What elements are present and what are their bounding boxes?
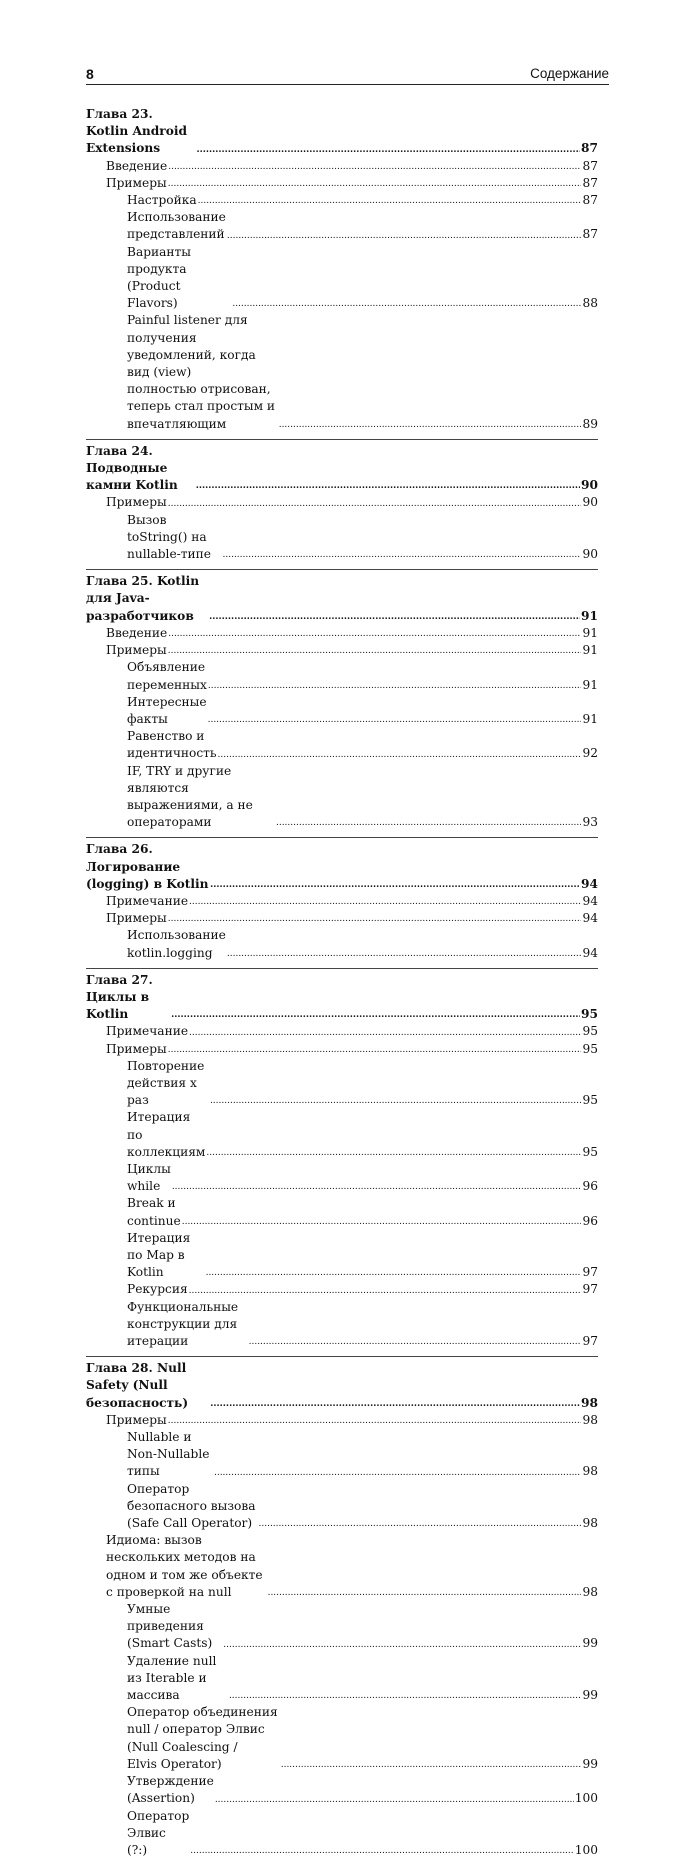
entry-page-number: 87 xyxy=(582,175,598,192)
entry-page-number: 97 xyxy=(582,1281,598,1298)
chapter-heading[interactable] xyxy=(86,841,598,893)
dot-leader xyxy=(198,196,582,206)
chapter-heading[interactable] xyxy=(86,106,598,158)
entry-page-number: 88 xyxy=(582,295,598,312)
entry-page-number: 98 xyxy=(582,1412,598,1429)
entry-title: Функциональные конструкции для итерации xyxy=(127,1299,248,1351)
entry-title: Удаление null из Iterable и массива xyxy=(127,1653,228,1705)
dot-leader xyxy=(259,1519,582,1529)
dot-leader xyxy=(206,1148,581,1158)
dot-leader xyxy=(190,1846,573,1856)
section-entry[interactable] xyxy=(86,494,598,511)
entry-title: Равенство и идентичность xyxy=(127,728,217,762)
chapter-heading[interactable] xyxy=(86,1360,598,1412)
subsection-entry[interactable] xyxy=(86,1161,598,1195)
entry-title: Глава 26. Логирование (logging) в Kotlin xyxy=(86,841,209,893)
entry-title: Циклы while xyxy=(127,1161,171,1195)
subsection-entry[interactable] xyxy=(86,694,598,728)
section-entry[interactable] xyxy=(86,893,598,910)
dot-leader xyxy=(172,1182,582,1192)
dot-leader xyxy=(232,299,581,309)
page-header xyxy=(86,64,609,84)
subsection-entry[interactable] xyxy=(86,1109,598,1161)
chapter-heading[interactable] xyxy=(86,443,598,495)
entry-title: Вызов toString() на nullable-типе xyxy=(127,512,222,564)
section-entry[interactable] xyxy=(86,910,598,927)
dot-leader xyxy=(214,1468,582,1478)
table-of-contents xyxy=(86,106,598,1859)
entry-page-number: 99 xyxy=(582,1635,598,1652)
section-title: Содержание xyxy=(530,66,609,81)
entry-page-number: 95 xyxy=(582,1144,598,1161)
entry-title: Глава 25. Kotlin для Java-разработчиков xyxy=(86,573,208,625)
entry-title: Утверждение (Assertion) xyxy=(127,1773,214,1807)
entry-page-number: 91 xyxy=(582,677,598,694)
entry-page-number: 91 xyxy=(582,625,598,642)
entry-page-number: 95 xyxy=(582,1092,598,1109)
chapter-block xyxy=(86,569,598,831)
entry-title: Рекурсия xyxy=(127,1281,188,1298)
entry-title: Итерация по коллекциям xyxy=(127,1109,205,1161)
section-entry[interactable] xyxy=(86,1532,598,1601)
entry-title: Примеры xyxy=(106,642,167,659)
entry-page-number: 95 xyxy=(582,1023,598,1040)
dot-leader xyxy=(210,1399,580,1409)
subsection-entry[interactable] xyxy=(86,927,598,961)
dot-leader xyxy=(210,880,580,890)
dot-leader xyxy=(168,914,582,924)
chapter-block xyxy=(86,837,598,961)
dot-leader xyxy=(189,1286,582,1296)
entry-title: Итерация по Map в Kotlin xyxy=(127,1230,205,1282)
entry-page-number: 98 xyxy=(582,1584,598,1601)
subsection-entry[interactable] xyxy=(86,1808,598,1859)
dot-leader xyxy=(168,646,582,656)
subsection-entry[interactable] xyxy=(86,1281,598,1298)
dot-leader xyxy=(210,1096,582,1106)
entry-title: Глава 23. Kotlin Android Extensions xyxy=(86,106,195,158)
section-entry[interactable] xyxy=(86,1041,598,1058)
subsection-entry[interactable] xyxy=(86,728,598,762)
chapter-block xyxy=(86,106,598,433)
entry-page-number: 99 xyxy=(582,1756,598,1773)
dot-leader xyxy=(171,1010,580,1020)
section-entry[interactable] xyxy=(86,642,598,659)
entry-title: Использование kotlin.logging xyxy=(127,927,226,961)
page-number: 8 xyxy=(86,66,94,82)
entry-title: Введение xyxy=(106,158,167,175)
dot-leader xyxy=(279,420,582,430)
subsection-entry[interactable] xyxy=(86,1299,598,1351)
entry-title: Примеры xyxy=(106,1041,167,1058)
entry-title: Интересные факты xyxy=(127,694,207,728)
dot-leader xyxy=(223,550,582,560)
dot-leader xyxy=(206,1268,582,1278)
section-entry[interactable] xyxy=(86,1412,598,1429)
subsection-entry[interactable] xyxy=(86,1773,598,1807)
entry-page-number: 97 xyxy=(582,1333,598,1350)
subsection-entry[interactable] xyxy=(86,1481,598,1533)
dot-leader xyxy=(168,1045,582,1055)
section-entry[interactable] xyxy=(86,158,598,175)
dot-leader xyxy=(168,1416,582,1426)
subsection-entry[interactable] xyxy=(86,512,598,564)
chapter-block xyxy=(86,439,598,563)
dot-leader xyxy=(215,1795,574,1805)
dot-leader xyxy=(268,1588,582,1598)
entry-title: Примеры xyxy=(106,494,167,511)
entry-title: Оператор Элвис (?:) xyxy=(127,1808,189,1859)
entry-page-number: 91 xyxy=(582,642,598,659)
entry-title: Глава 28. Null Safety (Null безопасность) xyxy=(86,1360,209,1412)
dot-leader xyxy=(189,897,581,907)
dot-leader xyxy=(168,499,582,509)
entry-title: Настройка xyxy=(127,192,197,209)
entry-title: Оператор безопасного вызова (Safe Call Operator) xyxy=(127,1481,258,1533)
subsection-entry[interactable] xyxy=(86,659,598,693)
dot-leader xyxy=(208,715,582,725)
subsection-entry[interactable] xyxy=(86,763,598,832)
dot-leader xyxy=(209,612,580,622)
chapter-heading[interactable] xyxy=(86,573,598,625)
entry-title: Использование представлений xyxy=(127,209,226,243)
entry-page-number: 94 xyxy=(582,910,598,927)
entry-page-number: 100 xyxy=(575,1790,598,1807)
section-entry[interactable] xyxy=(86,625,598,642)
entry-title: Примечание xyxy=(106,893,188,910)
entry-title: Повторение действия x раз xyxy=(127,1058,209,1110)
subsection-entry[interactable] xyxy=(86,1195,598,1229)
entry-page-number: 96 xyxy=(582,1213,598,1230)
entry-page-number: 98 xyxy=(581,1395,598,1412)
entry-page-number: 93 xyxy=(582,814,598,831)
chapter-heading[interactable] xyxy=(86,972,598,1024)
entry-page-number: 94 xyxy=(582,945,598,962)
entry-page-number: 94 xyxy=(582,893,598,910)
entry-page-number: 94 xyxy=(581,876,598,893)
dot-leader xyxy=(189,1028,581,1038)
entry-page-number: 98 xyxy=(582,1463,598,1480)
dot-leader xyxy=(249,1337,582,1347)
entry-title: Оператор объединения null / оператор Элвис (Null Coalescing / Elvis Operator) xyxy=(127,1704,280,1773)
entry-title: Painful listener для получения уведомлений, когда вид (view) полностью отрисован, теперь стал простым и впечатляющим xyxy=(127,312,278,432)
subsection-entry[interactable] xyxy=(86,1058,598,1110)
entry-page-number: 100 xyxy=(575,1842,598,1859)
dot-leader xyxy=(218,750,582,760)
entry-page-number: 98 xyxy=(582,1515,598,1532)
entry-page-number: 97 xyxy=(582,1264,598,1281)
subsection-entry[interactable] xyxy=(86,209,598,243)
entry-title: Введение xyxy=(106,625,167,642)
entry-title: Примеры xyxy=(106,910,167,927)
chapter-block xyxy=(86,968,598,1350)
section-entry[interactable] xyxy=(86,175,598,192)
entry-page-number: 95 xyxy=(582,1041,598,1058)
entry-title: Глава 27. Циклы в Kotlin xyxy=(86,972,170,1024)
dot-leader xyxy=(227,949,582,959)
entry-title: IF, TRY и другие являются выражениями, а не операторами xyxy=(127,763,275,832)
entry-page-number: 89 xyxy=(582,416,598,433)
dot-leader xyxy=(223,1640,581,1650)
dot-leader xyxy=(229,1691,582,1701)
entry-page-number: 96 xyxy=(582,1178,598,1195)
subsection-entry[interactable] xyxy=(86,1653,598,1705)
entry-page-number: 87 xyxy=(582,158,598,175)
entry-title: Идиома: вызов нескольких методов на одном и том же объекте с проверкой на null xyxy=(106,1532,267,1601)
entry-title: Break и continue xyxy=(127,1195,181,1229)
entry-title: Объявление переменных xyxy=(127,659,207,693)
subsection-entry[interactable] xyxy=(86,192,598,209)
dot-leader xyxy=(276,818,582,828)
entry-page-number: 87 xyxy=(582,192,598,209)
dot-leader xyxy=(168,179,582,189)
dot-leader xyxy=(196,481,580,491)
entry-page-number: 87 xyxy=(581,140,598,157)
subsection-entry[interactable] xyxy=(86,1230,598,1282)
dot-leader xyxy=(281,1760,582,1770)
subsection-entry[interactable] xyxy=(86,1704,598,1773)
entry-page-number: 87 xyxy=(582,226,598,243)
subsection-entry[interactable] xyxy=(86,312,598,432)
entry-title: Умные приведения (Smart Casts) xyxy=(127,1601,222,1653)
entry-title: Варианты продукта (Product Flavors) xyxy=(127,244,231,313)
subsection-entry[interactable] xyxy=(86,1429,598,1481)
entry-page-number: 95 xyxy=(581,1006,598,1023)
entry-page-number: 92 xyxy=(582,745,598,762)
entry-page-number: 90 xyxy=(582,546,598,563)
header-rule xyxy=(86,84,609,85)
dot-leader xyxy=(182,1217,582,1227)
entry-title: Примеры xyxy=(106,1412,167,1429)
section-entry[interactable] xyxy=(86,1023,598,1040)
entry-page-number: 90 xyxy=(581,477,598,494)
entry-title: Примечание xyxy=(106,1023,188,1040)
dot-leader xyxy=(168,162,581,172)
entry-page-number: 99 xyxy=(582,1687,598,1704)
dot-leader xyxy=(168,629,581,639)
subsection-entry[interactable] xyxy=(86,244,598,313)
entry-title: Nullable и Non-Nullable типы xyxy=(127,1429,213,1481)
entry-title: Примеры xyxy=(106,175,167,192)
entry-title: Глава 24. Подводные камни Kotlin xyxy=(86,443,195,495)
entry-page-number: 90 xyxy=(582,494,598,511)
dot-leader xyxy=(208,681,582,691)
dot-leader xyxy=(196,145,580,155)
chapter-block xyxy=(86,1356,598,1859)
entry-page-number: 91 xyxy=(581,608,598,625)
entry-page-number: 91 xyxy=(582,711,598,728)
dot-leader xyxy=(227,231,582,241)
subsection-entry[interactable] xyxy=(86,1601,598,1653)
